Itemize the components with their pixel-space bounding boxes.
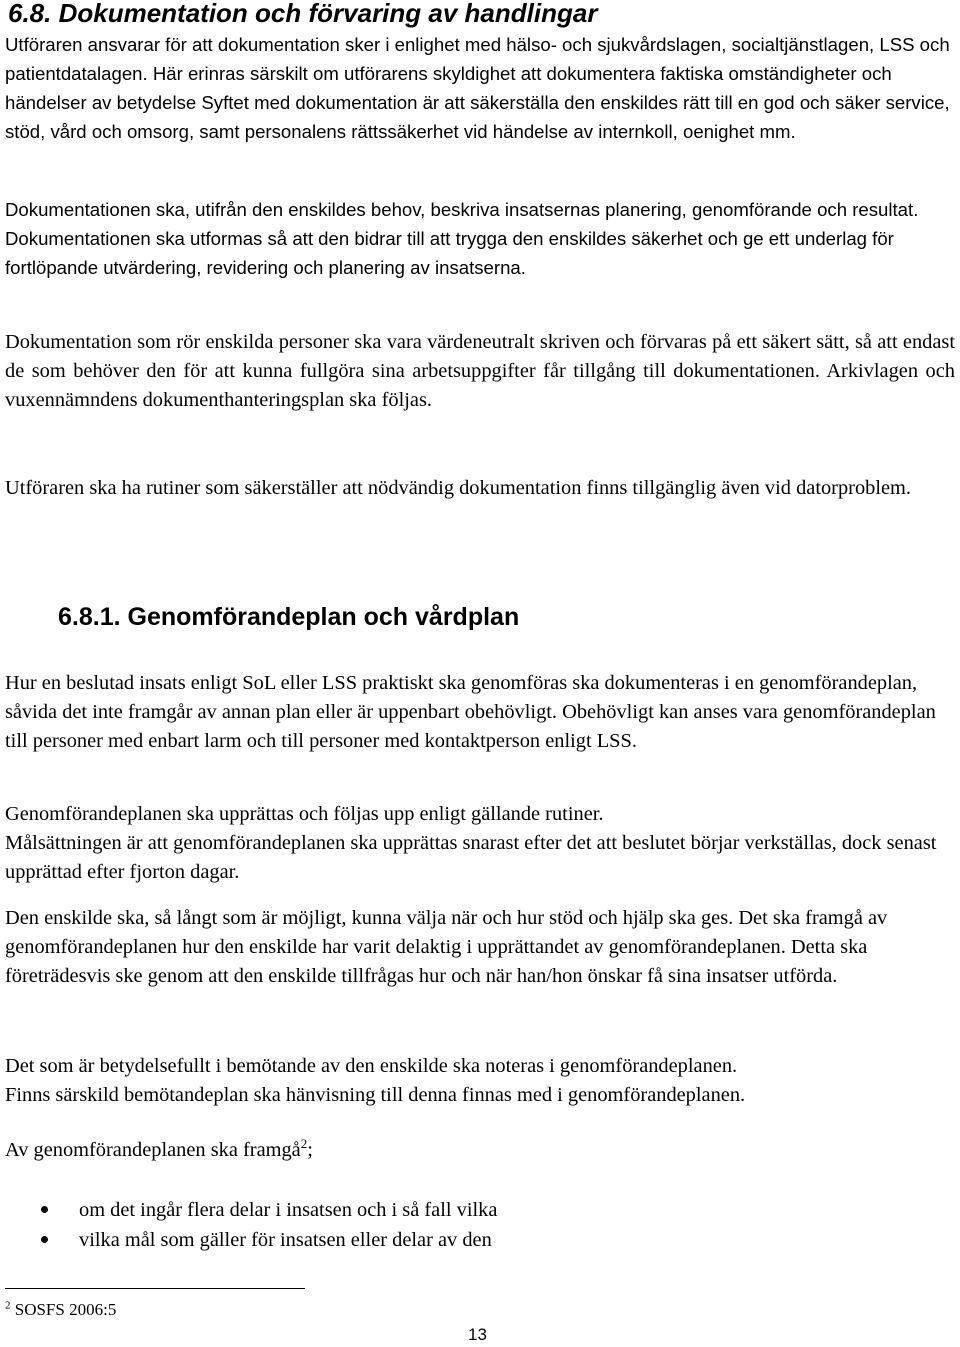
list-introduction: [5, 1136, 955, 1165]
list-item: [0, 1195, 960, 1225]
paragraph-implementation-plan: Hur en beslutad insats enligt SoL eller LSS praktiskt ska genomföras ska dokumenteras i en genomförandeplan, såvida det inte framgår av annan plan eller är uppenbart obehövligt. Obehövligt kan anses vara genomförandeplan till personer med enbart larm och till personer med kontaktperson enligt LSS.: [5, 672, 936, 752]
bullet-icon: [41, 1206, 48, 1213]
paragraph-computer-routines: Utföraren ska ha rutiner som säkerställer att nödvändig dokumentation finns tillgänglig även vid datorproblem.: [5, 477, 912, 499]
section-heading: 6.8. Dokumentation och förvaring av handlingar: [8, 0, 598, 28]
list-item: [0, 1225, 960, 1255]
treatment-reference-line: Finns särskild bemötandeplan ska hänvisning till denna finnas med i genomförandeplanen.: [5, 1084, 746, 1106]
subsection-heading: 6.8.1. Genomförandeplan och vårdplan: [58, 603, 520, 631]
paragraph-documentation-responsibility: Utföraren ansvarar för att dokumentation sker i enlighet med hälso- och sjukvårdslagen, socialtjänstlagen, LSS och patientdatalagen. Här erinras särskilt om utförarens skyldighet att dokumentera faktiska omständigheter och händelser av betydelse Syftet med dokumentation är att säkerställa den enskildes rätt till en god och säker service, stöd, vård och omsorg, samt personalens rättssäkerhet vid händelse av internkoll, oenighet mm.: [5, 34, 950, 142]
page-number: 13: [468, 1325, 487, 1344]
footnote: [5, 1298, 116, 1322]
footnote-reference: 2: [300, 1136, 308, 1152]
requirements-list: [0, 1195, 960, 1255]
list-introduction-punctuation: ;: [307, 1139, 313, 1161]
footnote-separator: [5, 1288, 305, 1289]
paragraph-plan-follow-up: [5, 800, 955, 887]
follow-up-line: Genomförandeplanen ska upprättas och följas upp enligt gällande rutiner.: [5, 803, 604, 825]
paragraph-documentation-storage: Dokumentation som rör enskilda personer ska vara värdeneutralt skriven och förvaras på ett säkert sätt, så att endast de som behöver den för att kunna fullgöra sina arbetsuppgifter får tillgång till dokumentationen. Arkivlagen och vuxennämndens dokumenthanteringsplan ska följas.: [5, 331, 955, 411]
paragraph-documentation-purpose: Dokumentationen ska, utifrån den enskildes behov, beskriva insatsernas planering, genomförande och resultat. Dokumentationen ska utformas så att den bidrar till att trygga den enskildes säkerhet och ge ett underlag för fortlöpande utvärdering, revidering och planering av insatserna.: [5, 199, 919, 278]
footnote-text: SOSFS 2006:5: [14, 1300, 117, 1319]
goal-line: Målsättningen är att genomförandeplanen ska upprättas snarast efter det att beslutet börjar verkställas, dock senast upprättad efter fjorton dagar.: [5, 832, 937, 883]
footnote-number: 2: [5, 1299, 11, 1312]
paragraph-treatment-plan: [5, 1052, 955, 1110]
paragraph-client-participation: Den enskilde ska, så långt som är möjligt, kunna välja när och hur stöd och hjälp ska ges. Det ska framgå av genomförandeplanen hur den enskilde har varit delaktig i upprättandet av genomförandeplanen. Detta ska företrädesvis ske genom att den enskilde tillfrågas hur och när han/hon önskar få sina insatser utförda.: [5, 907, 888, 987]
bullet-icon: [41, 1236, 48, 1243]
list-item-text: vilka mål som gäller för insatsen eller delar av den: [79, 1229, 492, 1251]
list-item-text: om det ingår flera delar i insatsen och i så fall vilka: [79, 1199, 498, 1221]
treatment-note-line: Det som är betydelsefullt i bemötande av den enskilde ska noteras i genomförandeplanen.: [5, 1055, 738, 1077]
list-introduction-text: Av genomförandeplanen ska framgå: [5, 1139, 301, 1161]
